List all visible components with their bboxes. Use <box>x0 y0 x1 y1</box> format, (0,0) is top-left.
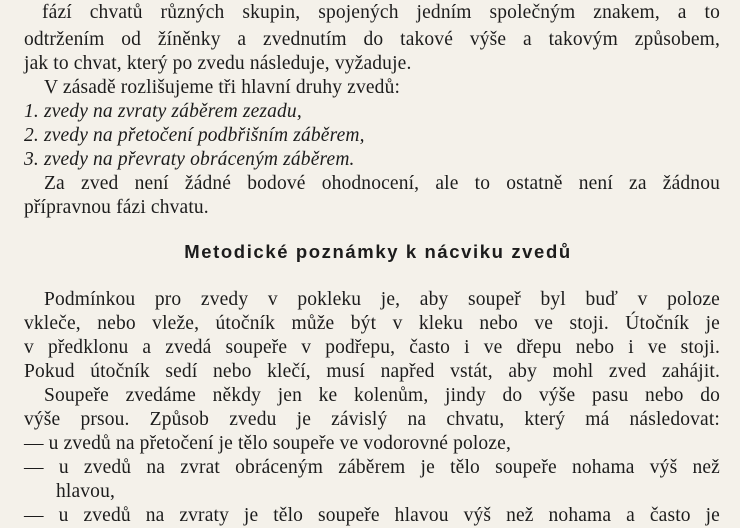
paragraph-3-line-1: Za zved není žádné bodové ohodnocení, ale to ostatně není za žádnou <box>44 173 720 194</box>
list-item-3: 3. zvedy na převraty obráceným záběrem. <box>24 149 355 170</box>
list-item-2: 2. zvedy na přetočení podbřišním záběrem, <box>24 125 365 146</box>
dash-list-item-2-line-2: hlavou, <box>56 481 115 502</box>
paragraph-4-line-1: Podmínkou pro zvedy v pokleku je, aby soupeř byl buď v poloze <box>44 289 720 310</box>
dash-list-item-1: — u zvedů na přetočení je tělo soupeře ve vodorovné poloze, <box>24 433 511 454</box>
paragraph-5-line-2: výše prsou. Způsob zvedu je závislý na chvatu, který má následovat: <box>24 409 720 430</box>
paragraph-4-line-2: vkleče, nebo vleže, útočník může být v kleku nebo ve stoji. Útočník je <box>24 313 720 334</box>
section-heading: Metodické poznámky k nácviku zvedů <box>184 241 572 262</box>
paragraph-1-line-3: jak to chvat, který po zvedu následuje, vyžaduje. <box>24 53 412 74</box>
paragraph-1-line-2: odtržením od žíněnky a zvednutím do takové výše a takovým způsobem, <box>24 29 720 50</box>
paragraph-3-line-2: přípravnou fázi chvatu. <box>24 197 209 218</box>
dash-list-item-3-line-1: — u zvedů na zvraty je tělo soupeře hlavou výš než nohama a často je <box>24 505 720 526</box>
list-item-1: 1. zvedy na zvraty záběrem zezadu, <box>24 101 302 122</box>
dash-list-item-2-line-1: — u zvedů na zvrat obráceným záběrem je tělo soupeře nohama výš než <box>24 457 720 478</box>
paragraph-4-line-4: Pokud útočník sedí nebo klečí, musí napřed vstát, aby mohl zved zahájit. <box>24 361 720 382</box>
paragraph-2-line-1: V zásadě rozlišujeme tři hlavní druhy zvedů: <box>44 77 401 98</box>
paragraph-4-line-3: v předklonu a zvedá soupeře v podřepu, často i ve dřepu nebo i ve stoji. <box>24 337 720 358</box>
paragraph-1-line-1: fází chvatů různých skupin, spojených jedním společným znakem, a to <box>42 2 720 23</box>
paragraph-5-line-1: Soupeře zvedáme někdy jen ke kolenům, jindy do výše pasu nebo do <box>44 385 720 406</box>
